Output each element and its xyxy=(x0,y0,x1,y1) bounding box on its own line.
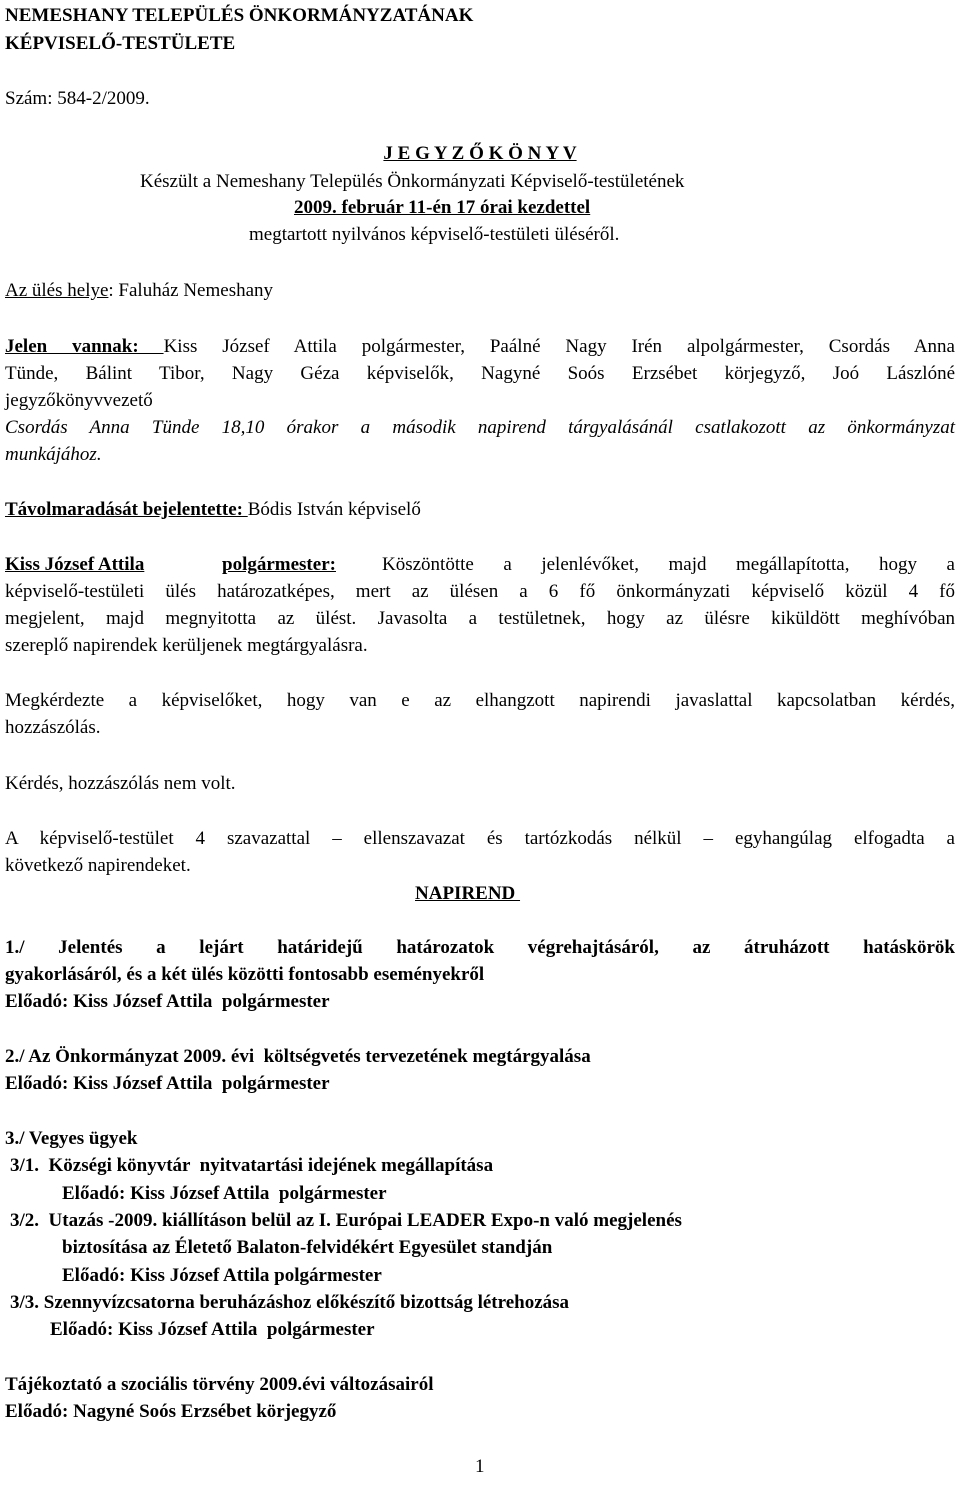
venue-label: Az ülés helye xyxy=(5,280,109,301)
agenda-item2-line1: 2./ Az Önkormányzat 2009. évi költségvetés tervezetének megtárgyalása xyxy=(5,1046,591,1067)
vote-line1: A képviselő-testület 4 szavazattal – ellenszavazat és tartózkodás nélkül – egyhangúlag elfogadta a xyxy=(5,828,955,849)
question-line1: Megkérdezte a képviselőket, hogy van e az elhangzott napirendi javaslattal kapcsolatban kérdés, xyxy=(5,690,955,711)
agenda-item3-heading: 3./ Vegyes ügyek xyxy=(5,1128,138,1149)
title-line1: Készült a Nemeshany Település Önkormányzati Képviselő-testületének xyxy=(140,171,685,192)
mayor-speech-line2: képviselő-testületi ülés határozatképes, mert az ülésen a 6 fő önkormányzati képviselő közül 4 fő xyxy=(5,581,955,602)
agenda-item3-1-presenter: Előadó: Kiss József Attila polgármester xyxy=(62,1183,387,1204)
document-title: J E G Y Z Ő K Ö N Y V xyxy=(383,143,577,164)
present-line2: Tünde, Bálint Tibor, Nagy Géza képviselők, Nagyné Soós Erzsébet körjegyző, Joó Lászlóné xyxy=(5,363,955,384)
agenda-item3-3-line1: 3/3. Szennyvízcsatorna beruházáshoz előkészítő bizottság létrehozása xyxy=(10,1292,570,1313)
venue-line xyxy=(5,279,273,303)
document-number: Szám: 584-2/2009. xyxy=(5,88,150,109)
agenda-item3-1-line1: 3/1. Községi könyvtár nyitvatartási idejének megállapítása xyxy=(10,1155,494,1176)
absent-line xyxy=(5,498,421,522)
absent-value: Bódis István képviselő xyxy=(247,499,421,520)
title-line2-date: 2009. február 11-én 17 órai kezdettel xyxy=(294,197,591,218)
agenda-item1-line2: gyakorlásáról, és a két ülés közötti fontosabb eseményekről xyxy=(5,964,485,985)
agenda-item3-2-line1: 3/2. Utazás -2009. kiállításon belül az I. Európai LEADER Expo-n való megjelenés xyxy=(10,1210,682,1231)
present-note-line2: munkájához. xyxy=(5,444,102,465)
speaker-role: polgármester: xyxy=(222,554,336,575)
agenda-item2-presenter: Előadó: Kiss József Attila polgármester xyxy=(5,1073,330,1094)
agenda-item1-presenter: Előadó: Kiss József Attila polgármester xyxy=(5,991,330,1012)
agenda-item1-line1: 1./ Jelentés a lejárt határidejű határozatok végrehajtásáról, az átruházott hatáskörök xyxy=(5,937,955,958)
org-name-line1: NEMESHANY TELEPÜLÉS ÖNKORMÁNYZATÁNAK xyxy=(5,5,474,26)
speaker-name: Kiss József Attila xyxy=(5,554,145,575)
no-question-line: Kérdés, hozzászólás nem volt. xyxy=(5,773,236,794)
agenda-info-presenter: Előadó: Nagyné Soós Erzsébet körjegyző xyxy=(5,1401,337,1422)
venue-value: : Faluház Nemeshany xyxy=(108,280,274,301)
question-line2: hozzászólás. xyxy=(5,717,101,738)
agenda-item3-2-line2: biztosítása az Életető Balaton-felvidékért Egyesület standján xyxy=(62,1237,553,1258)
vote-line2: következő napirendeket. xyxy=(5,855,191,876)
org-name-line2: KÉPVISELŐ-TESTÜLETE xyxy=(5,33,236,54)
absent-label: Távolmaradását bejelentette: xyxy=(5,499,248,520)
agenda-heading: NAPIREND xyxy=(415,883,521,904)
present-label: Jelen vannak: xyxy=(5,336,164,357)
agenda-item3-2-presenter: Előadó: Kiss József Attila polgármester xyxy=(62,1265,382,1286)
present-line1: Jelen vannak: Kiss József Attila polgármester, Paálné Nagy Irén alpolgármester, Csordás Anna xyxy=(5,336,955,357)
title-line3: megtartott nyilvános képviselő-testületi üléséről. xyxy=(249,224,620,245)
agenda-item3-3-presenter: Előadó: Kiss József Attila polgármester xyxy=(50,1319,375,1340)
present-note-line1: Csordás Anna Tünde 18,10 órakor a második napirend tárgyalásánál csatlakozott az önkormányzat xyxy=(5,417,955,438)
mayor-speech-line4: szereplő napirendek kerüljenek megtárgyalásra. xyxy=(5,635,368,656)
present-line3: jegyzőkönyvvezető xyxy=(5,390,153,411)
mayor-speech-line3: megjelent, majd megnyitotta az ülést. Javasolta a testületnek, hogy az ülésre kiküldött meghívóban xyxy=(5,608,955,629)
agenda-info-line1: Tájékoztató a szociális törvény 2009.évi változásairól xyxy=(5,1374,434,1395)
page-number: 1 xyxy=(475,1456,485,1477)
